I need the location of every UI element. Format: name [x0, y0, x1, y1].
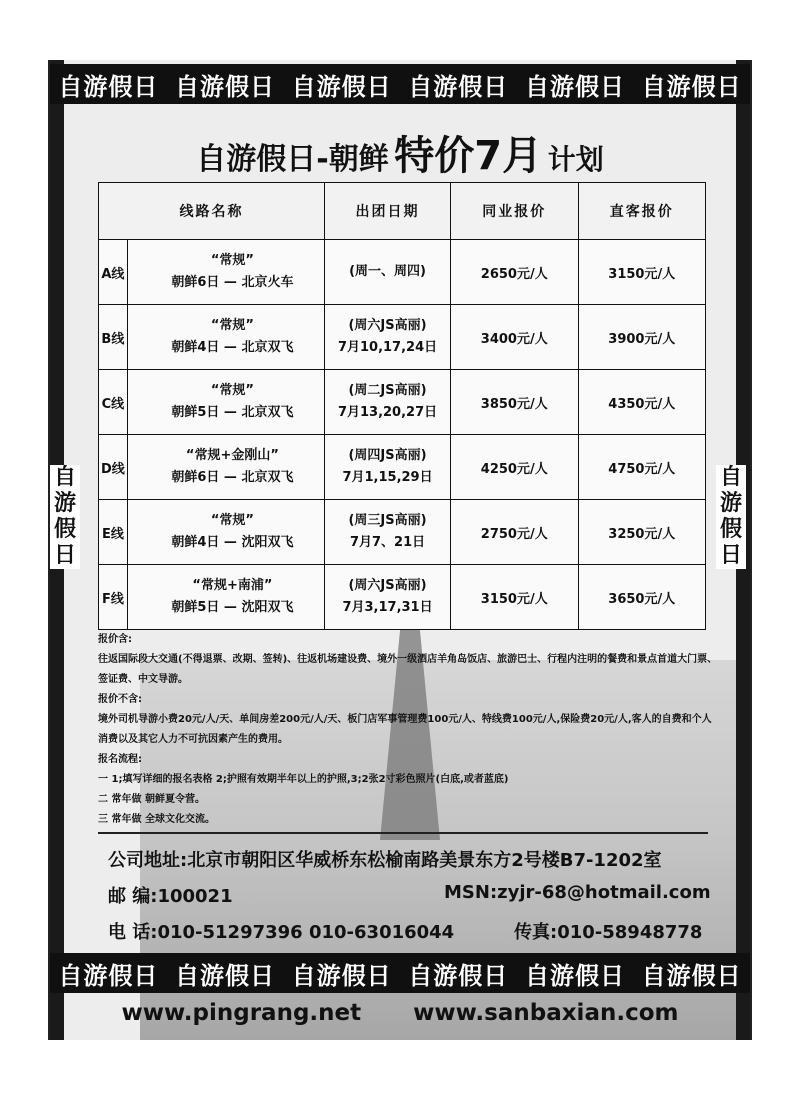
- route-code: C线: [99, 370, 128, 435]
- route-code: A线: [99, 240, 128, 305]
- banner-text: 自游假日: [174, 72, 275, 101]
- trade-price: 2650元/人: [451, 240, 578, 305]
- contact-row-address: [108, 846, 708, 882]
- banner-text: 自游假日: [524, 72, 625, 101]
- website-urls: [50, 1000, 750, 1026]
- postcode: 邮 编:100021: [108, 886, 233, 907]
- direct-price: 3150元/人: [578, 240, 706, 305]
- route-tag: “常规”: [210, 318, 254, 333]
- title-part-2: 特价7月: [394, 133, 543, 179]
- process-item: 二 常年做 朝鲜夏令营。: [98, 794, 205, 805]
- route-tag: “常规”: [210, 253, 254, 268]
- direct-price: 3900元/人: [578, 305, 706, 370]
- banner-text: 自游假日: [58, 72, 159, 101]
- table-row: [99, 500, 706, 565]
- date-line-2: 7月7、21日: [349, 535, 426, 550]
- process-item: 一 1;填写详细的报名表格 2;护照有效期半年以上的护照,3;2张2寸彩色照片(白底,或者蓝底): [98, 774, 509, 785]
- date-line-2: 7月3,17,31日: [342, 600, 433, 615]
- process-item: 三 常年做 全球文化交流。: [98, 814, 215, 825]
- contact-row-phone: [108, 918, 708, 954]
- banner-text: 自游假日: [641, 961, 742, 990]
- trade-price: 4250元/人: [451, 435, 578, 500]
- route-date: [325, 370, 451, 435]
- table-row: [99, 305, 706, 370]
- banner-text: 自游假日: [408, 72, 509, 101]
- route-name: [127, 500, 324, 565]
- route-date: [325, 565, 451, 630]
- route-tag: “常规+南浦”: [192, 578, 273, 593]
- route-desc: 朝鲜4日 — 沈阳双飞: [171, 535, 294, 550]
- date-line-2: 7月13,20,27日: [337, 405, 438, 420]
- excludes-text: 境外司机导游小费20元/人/天、单间房差200元/人/天、板门店军事管理费100元/人、特线费100元/人,保险费20元/人,客人的自费和个人消费以及其它人力不可抗因素产生的费用。: [98, 714, 712, 745]
- msn-contact: MSN:zyjr-68@hotmail.com: [444, 882, 711, 903]
- date-line-1: (周三JS高丽): [348, 513, 427, 528]
- website-link[interactable]: www.pingrang.net: [121, 1000, 362, 1026]
- header-direct-price: 直客报价: [578, 183, 706, 240]
- banner-text: 自游假日: [291, 961, 392, 990]
- direct-price: 3250元/人: [578, 500, 706, 565]
- date-line-1: (周六JS高丽): [348, 318, 427, 333]
- route-name: [127, 435, 324, 500]
- contact-row-postcode: [108, 882, 711, 918]
- divider-line: [98, 832, 708, 834]
- title-part-3: 计划: [547, 143, 604, 176]
- date-line-1: (周二JS高丽): [348, 383, 427, 398]
- title-part-1: 自游假日-朝鲜: [196, 142, 389, 177]
- route-date: [325, 435, 451, 500]
- table-header-row: [99, 183, 706, 240]
- route-desc: 朝鲜4日 — 北京双飞: [171, 340, 294, 355]
- trade-price: 2750元/人: [451, 500, 578, 565]
- route-code: B线: [99, 305, 128, 370]
- header-route-name: 线路名称: [99, 183, 325, 240]
- route-desc: 朝鲜6日 — 北京双飞: [171, 470, 294, 485]
- header-trade-price: 同业报价: [451, 183, 578, 240]
- route-desc: 朝鲜6日 — 北京火车: [171, 275, 294, 290]
- side-stamp-right: 自游假日: [716, 465, 746, 569]
- excludes-title: 报价不含:: [98, 694, 142, 705]
- route-code: E线: [99, 500, 128, 565]
- side-stamp-left: 自游假日: [50, 465, 80, 569]
- trade-price: 3850元/人: [451, 370, 578, 435]
- includes-text: 往返国际段大交通(不得退票、改期、签转)、往返机场建设费、境外一级酒店羊角岛饭店、旅游巴士、行程内注明的餐费和景点首道大门票、签证费、中文导游。: [98, 654, 718, 685]
- date-line-1: (周四JS高丽): [348, 448, 427, 463]
- route-tag: “常规”: [210, 513, 254, 528]
- route-name: [127, 240, 324, 305]
- direct-price: 4750元/人: [578, 435, 706, 500]
- route-name: [127, 305, 324, 370]
- trade-price: 3400元/人: [451, 305, 578, 370]
- includes-title: 报价含:: [98, 634, 132, 645]
- route-tag: “常规+金刚山”: [185, 448, 279, 463]
- route-name: [127, 370, 324, 435]
- fax-number: 传真:010-58948778: [514, 922, 703, 943]
- header-departure-date: 出团日期: [325, 183, 451, 240]
- direct-price: 4350元/人: [578, 370, 706, 435]
- table-row: [99, 435, 706, 500]
- route-date: [325, 305, 451, 370]
- phone-numbers: 电 话:010-51297396 010-63016044: [108, 922, 455, 943]
- route-date: [325, 500, 451, 565]
- company-address: 公司地址:北京市朝阳区华威桥东松榆南路美景东方2号楼B7-1202室: [108, 850, 662, 871]
- top-banner: [50, 64, 750, 104]
- route-date: [325, 240, 451, 305]
- website-link[interactable]: www.sanbaxian.com: [413, 1000, 679, 1026]
- route-name: [127, 565, 324, 630]
- banner-text: 自游假日: [408, 961, 509, 990]
- banner-text: 自游假日: [174, 961, 275, 990]
- banner-text: 自游假日: [58, 961, 159, 990]
- table-row: [99, 370, 706, 435]
- route-desc: 朝鲜5日 — 北京双飞: [171, 405, 294, 420]
- direct-price: 3650元/人: [578, 565, 706, 630]
- trade-price: 3150元/人: [451, 565, 578, 630]
- flyer-page: [48, 60, 752, 1040]
- date-line-1: (周一、周四): [349, 264, 426, 279]
- routes-table: [98, 182, 706, 630]
- bottom-banner: [50, 953, 750, 993]
- table-row: [99, 240, 706, 305]
- notes-section: [98, 630, 718, 830]
- table-row: [99, 565, 706, 630]
- route-tag: “常规”: [210, 383, 254, 398]
- banner-text: 自游假日: [641, 72, 742, 101]
- route-code: D线: [99, 435, 128, 500]
- date-line-2: 7月1,15,29日: [342, 470, 433, 485]
- process-title: 报名流程:: [98, 754, 142, 765]
- banner-text: 自游假日: [291, 72, 392, 101]
- route-code: F线: [99, 565, 128, 630]
- contact-section: [108, 846, 711, 954]
- banner-text: 自游假日: [524, 961, 625, 990]
- date-line-2: 7月10,17,24日: [337, 340, 438, 355]
- route-desc: 朝鲜5日 — 沈阳双飞: [171, 600, 294, 615]
- date-line-1: (周六JS高丽): [348, 578, 427, 593]
- page-title: [50, 124, 750, 181]
